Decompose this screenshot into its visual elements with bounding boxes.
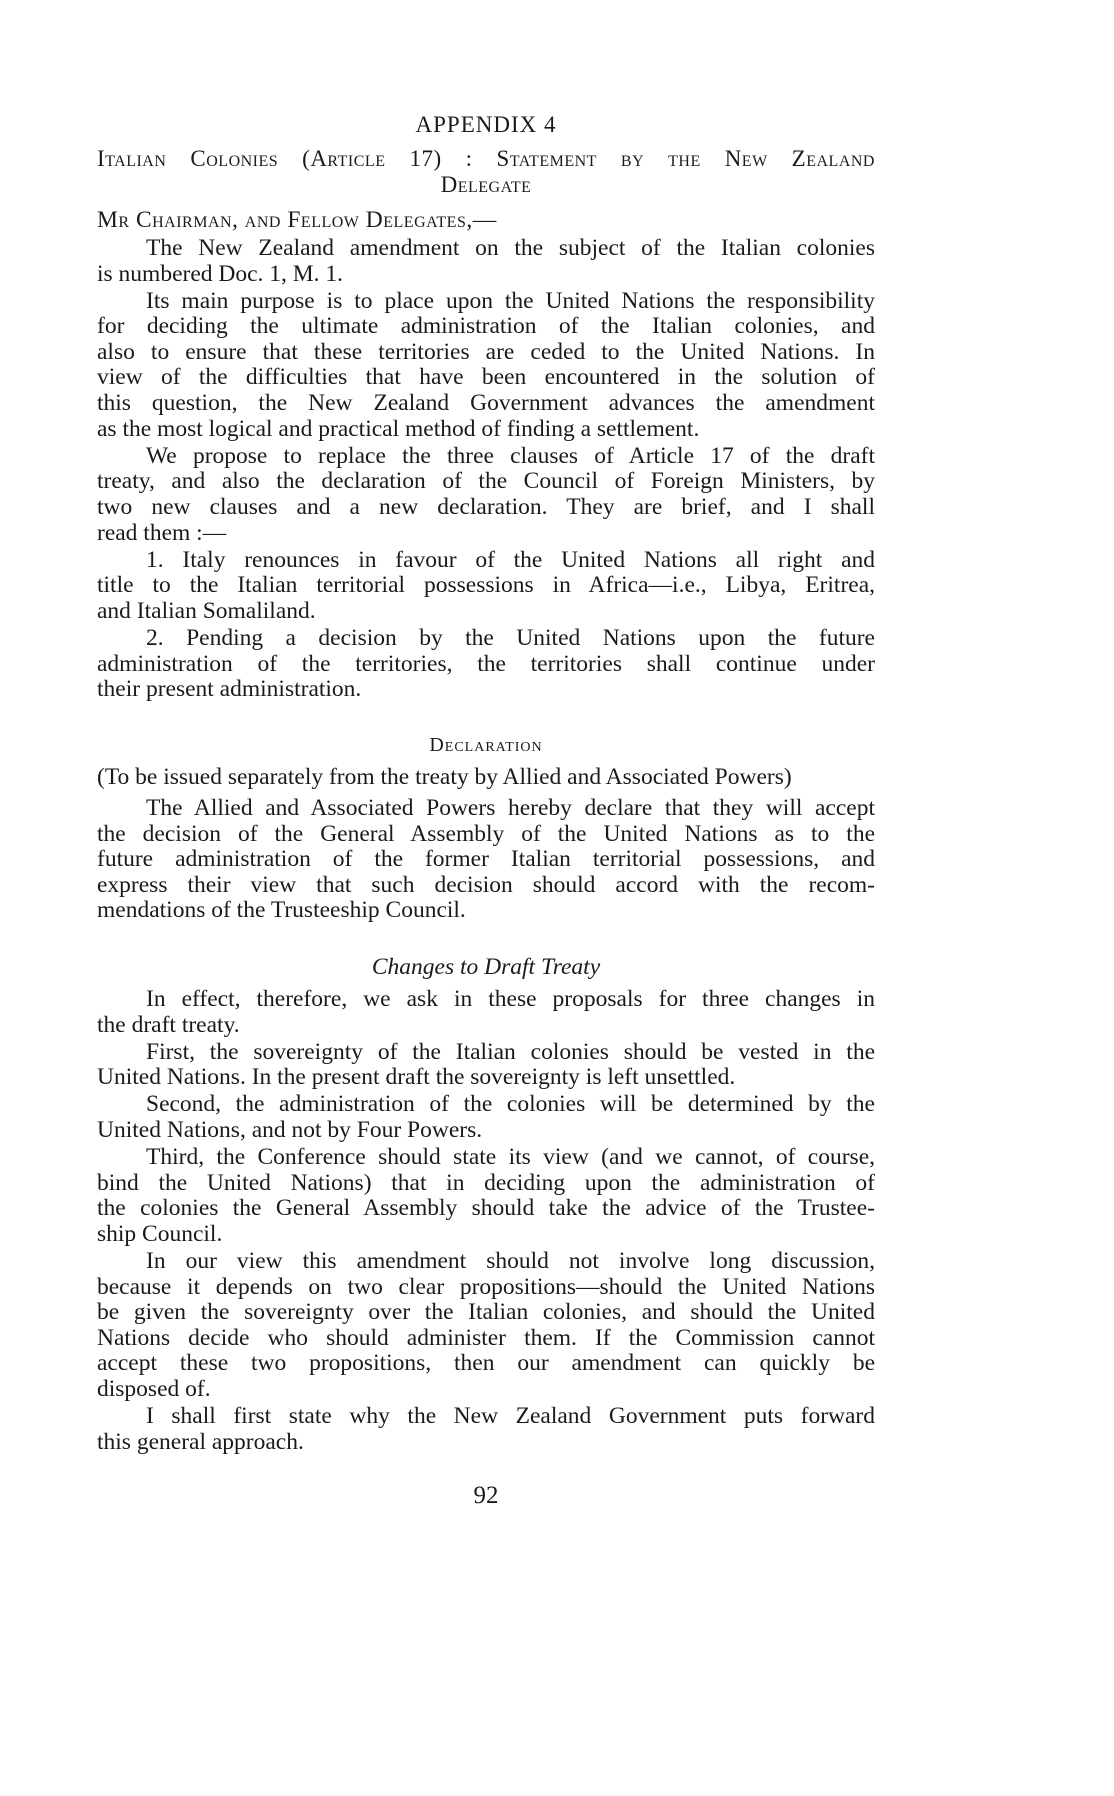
paragraph	[97, 987, 875, 1038]
text-line: We propose to replace the three clauses of Article 17 of the draft	[146, 442, 875, 469]
salutation: Mr Chairman, and Fellow Delegates,—	[97, 207, 497, 233]
text-line: for deciding the ultimate administration of the Italian colonies, and	[97, 313, 875, 340]
text-line: Its main purpose is to place upon the United Nations the responsibility	[146, 287, 875, 314]
declaration-heading: Declaration	[429, 734, 543, 756]
text-line: accept these two propositions, then our amendment can quickly be	[97, 1350, 875, 1377]
text-line: future administration of the former Italian territorial possessions, and	[97, 846, 875, 873]
text-line: is numbered Doc. 1, M. 1.	[97, 260, 344, 287]
text-line: disposed of.	[97, 1375, 211, 1402]
text-line: because it depends on two clear propositions—should the United Nations	[97, 1273, 875, 1300]
declaration-note: (To be issued separately from the treaty by Allied and Associated Powers)	[97, 764, 792, 790]
text-line: mendations of the Trusteeship Council.	[97, 897, 466, 924]
text-line: the decision of the General Assembly of the United Nations as to the	[97, 820, 875, 847]
text-line: also to ensure that these territories are ceded to the United Nations. In	[97, 338, 875, 365]
text-line: The Allied and Associated Powers hereby declare that they will accept	[146, 795, 875, 821]
text-line: treaty, and also the declaration of the Council of Foreign Ministers, by	[97, 468, 875, 495]
text-line: their present administration.	[97, 676, 362, 703]
text-line: view of the difficulties that have been encountered in the solution of	[97, 364, 875, 391]
text-line: and Italian Somaliland.	[97, 597, 316, 624]
paragraph	[97, 626, 875, 703]
paragraph	[97, 1040, 875, 1091]
text-line: ship Council.	[97, 1220, 223, 1247]
paragraph	[97, 1249, 875, 1403]
text-line: In effect, therefore, we ask in these proposals for three changes in	[146, 986, 875, 1012]
text-line: this question, the New Zealand Government advances the amendment	[97, 390, 875, 417]
text-line: United Nations. In the present draft the sovereignty is left unsettled.	[97, 1064, 736, 1091]
text-line: Second, the administration of the colonies will be determined by the	[146, 1091, 875, 1118]
text-line: express their view that such decision should accord with the recom-	[97, 871, 875, 898]
text-line: I shall first state why the New Zealand Government puts forward	[146, 1403, 875, 1429]
text-line: 2. Pending a decision by the United Nations upon the future	[146, 624, 875, 651]
text-line: Third, the Conference should state its view (and we cannot, of course,	[146, 1144, 875, 1171]
text-line: read them :—	[97, 519, 227, 546]
text-line: United Nations, and not by Four Powers.	[97, 1116, 483, 1143]
text-line: 1. Italy renounces in favour of the United Nations all right and	[146, 546, 875, 573]
text-line: title to the Italian territorial possessions in Africa—i.e., Libya, Eritrea,	[97, 572, 875, 599]
paragraph	[97, 548, 875, 625]
paragraph	[97, 1092, 875, 1143]
text-line: First, the sovereignty of the Italian colonies should be vested in the	[146, 1038, 875, 1065]
declaration-body	[97, 796, 875, 925]
title-line: Italian Colonies (Article 17) : Statement by the New Zealand	[97, 146, 875, 171]
text-line: this general approach.	[97, 1428, 304, 1455]
body-section-3	[97, 987, 875, 1457]
title-line: Delegate	[440, 171, 532, 197]
changes-heading: Changes to Draft Treaty	[371, 954, 601, 980]
text-line: the draft treaty.	[97, 1011, 240, 1038]
text-line: be given the sovereignty over the Italian colonies, and should the United	[97, 1299, 875, 1326]
text-line: as the most logical and practical method of finding a settlement.	[97, 415, 700, 442]
text-line: the colonies the General Assembly should take the advice of the Trustee-	[97, 1195, 875, 1222]
page-number: 92	[473, 1482, 499, 1509]
paragraph	[97, 796, 875, 924]
text-line: two new clauses and a new declaration. They are brief, and I shall	[97, 493, 875, 520]
paragraph	[97, 289, 875, 443]
body-section-1	[97, 236, 875, 704]
text-line: bind the United Nations) that in deciding upon the administration of	[97, 1169, 875, 1196]
text-line: Nations decide who should administer them. If the Commission cannot	[97, 1324, 875, 1351]
paragraph	[97, 444, 875, 546]
paragraph	[97, 1404, 875, 1455]
text-line: In our view this amendment should not involve long discussion,	[146, 1247, 875, 1274]
document-title	[97, 146, 875, 197]
text-line: The New Zealand amendment on the subject of the Italian colonies	[146, 235, 875, 261]
paragraph	[97, 236, 875, 287]
paragraph	[97, 1145, 875, 1247]
text-line: administration of the territories, the territories shall continue under	[97, 650, 875, 677]
appendix-heading: APPENDIX 4	[415, 112, 557, 137]
